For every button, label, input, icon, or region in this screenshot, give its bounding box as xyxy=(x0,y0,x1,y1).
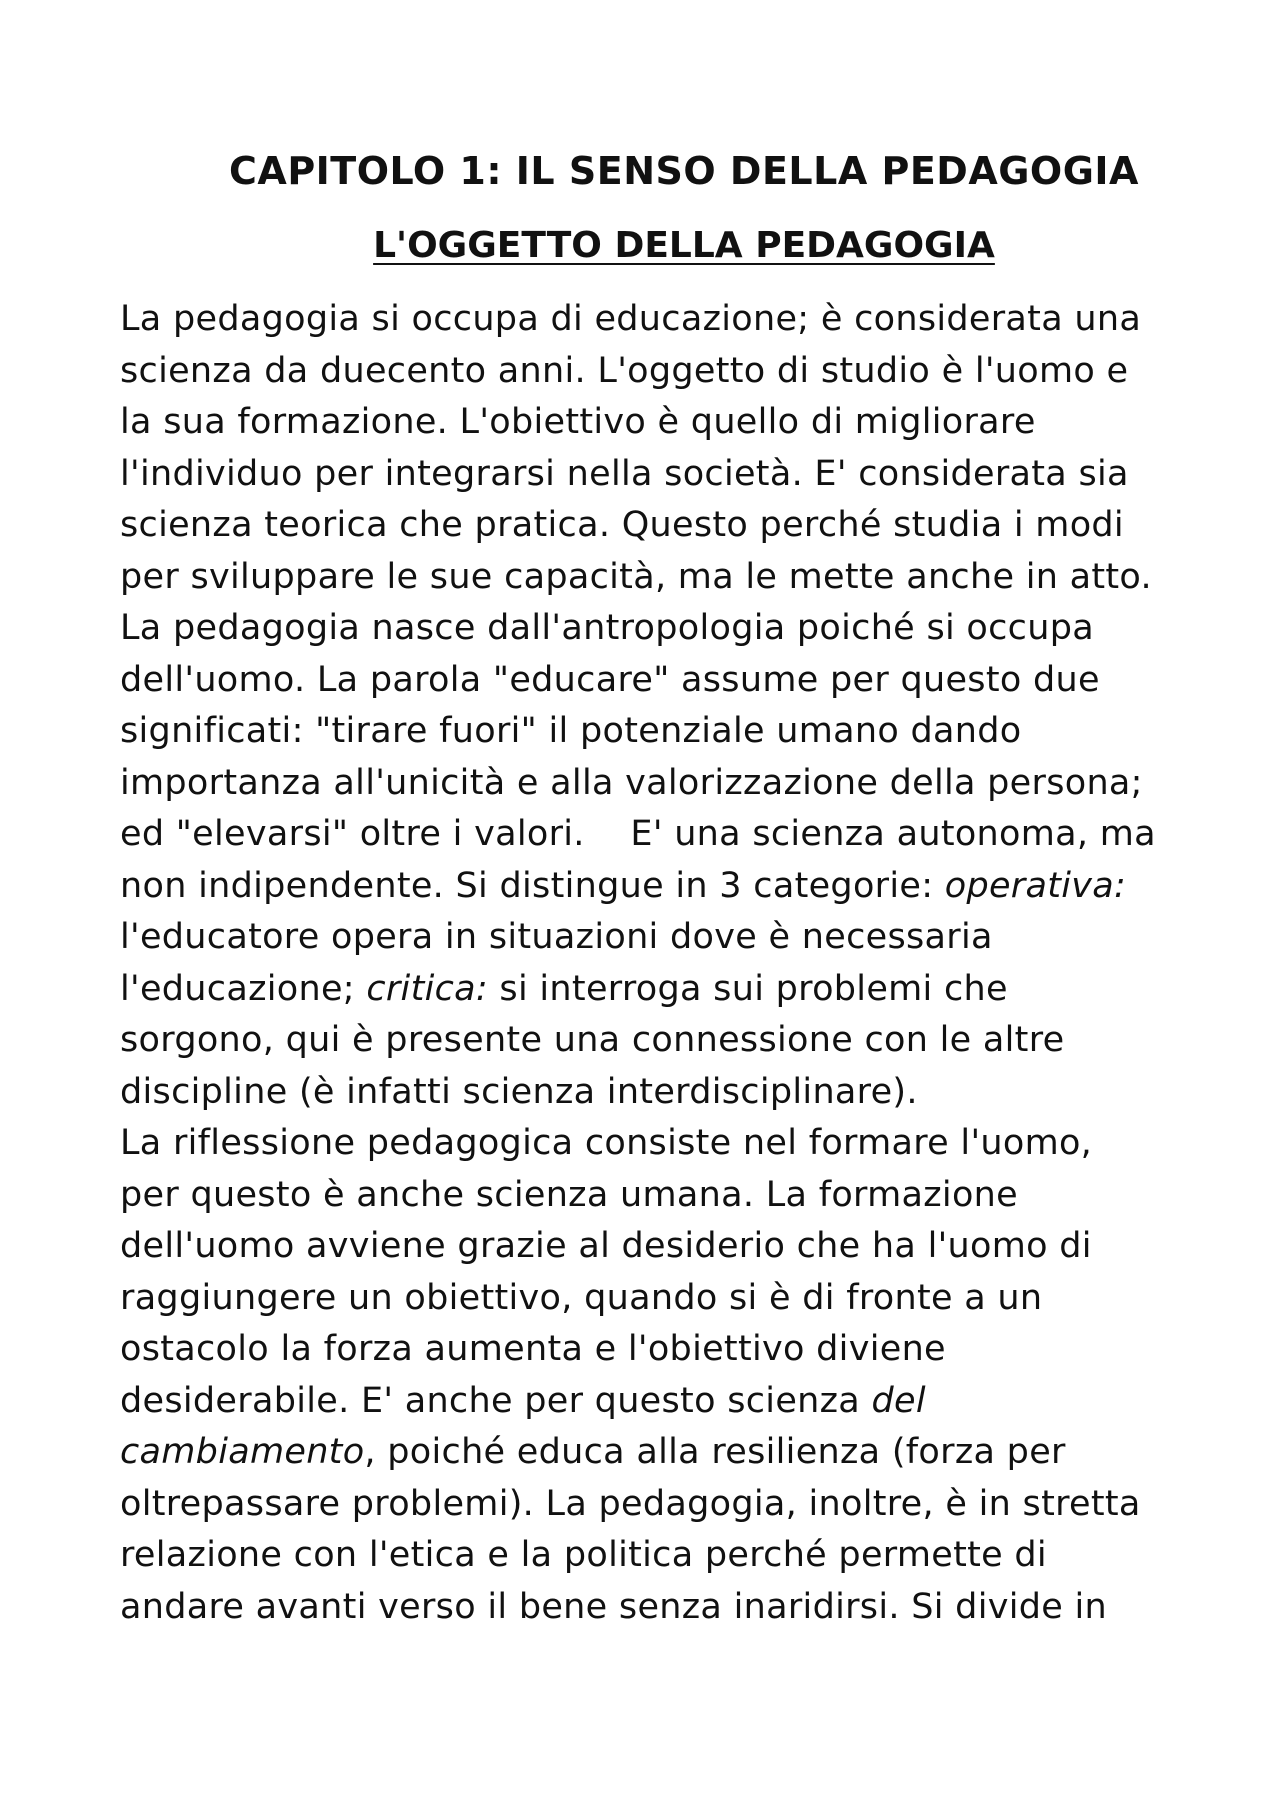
text-line: ed "elevarsi" oltre i valori. E' una scienza autonoma, ma xyxy=(120,814,1156,854)
text-line: l'educatore opera in situazioni dove è necessaria xyxy=(120,917,993,957)
section-title: L'OGGETTO DELLA PEDAGOGIA xyxy=(373,225,995,266)
text-line: scienza teorica che pratica. Questo perché studia i modi xyxy=(120,505,1124,545)
italic-term-operativa: operativa: xyxy=(944,865,1127,906)
text-line: La pedagogia nasce dall'antropologia poiché si occupa xyxy=(120,608,1094,648)
text-segment: non indipendente. Si distingue in 3 categorie: xyxy=(120,865,945,906)
section-title-wrapper xyxy=(0,224,1280,268)
text-line-mixed xyxy=(120,861,1240,913)
text-line: oltrepassare problemi). La pedagogia, inoltre, è in stretta xyxy=(120,1483,1141,1524)
text-line: la sua formazione. L'obiettivo è quello di migliorare xyxy=(120,402,1036,442)
text-line: sorgono, qui è presente una connessione con le altre xyxy=(120,1020,1065,1060)
text-line: discipline (è infatti scienza interdisciplinare). xyxy=(120,1071,918,1112)
italic-term-cambiamento: cambiamento xyxy=(120,1432,365,1472)
text-line: raggiungere un obiettivo, quando si è di fronte a un xyxy=(120,1277,1043,1318)
text-line: La pedagogia si occupa di educazione; è considerata una xyxy=(120,299,1142,339)
text-line: per sviluppare le sue capacità, ma le mette anche in atto. xyxy=(120,556,1152,597)
text-line-mixed xyxy=(120,1427,1240,1479)
text-line: relazione con l'etica e la politica perché permette di xyxy=(120,1535,1047,1575)
text-line: importanza all'unicità e alla valorizzazione della persona; xyxy=(120,762,1143,803)
text-line: significati: "tirare fuori" il potenziale umano dando xyxy=(120,711,1022,751)
text-line: scienza da duecento anni. L'oggetto di studio è l'uomo e xyxy=(120,350,1129,391)
text-line: dell'uomo. La parola "educare" assume per questo due xyxy=(120,659,1100,700)
text-line-mixed xyxy=(120,964,1240,1016)
chapter-title: CAPITOLO 1: IL SENSO DELLA PEDAGOGIA xyxy=(229,149,1139,193)
text-line: ostacolo la forza aumenta e l'obiettivo diviene xyxy=(120,1329,946,1369)
text-line: andare avanti verso il bene senza inaridirsi. Si divide in xyxy=(120,1586,1108,1627)
text-segment: si interroga sui problemi che xyxy=(488,968,1008,1009)
text-line: dell'uomo avviene grazie al desiderio che ha l'uomo di xyxy=(120,1226,1092,1266)
text-segment: l'educazione; xyxy=(120,968,367,1009)
text-line: La riflessione pedagogica consiste nel formare l'uomo, xyxy=(120,1123,1093,1163)
text-segment: desiderabile. E' anche per questo scienza xyxy=(120,1380,872,1421)
body-paragraph xyxy=(120,294,1240,1633)
italic-term-critica: critica: xyxy=(366,968,488,1009)
text-line: l'individuo per integrarsi nella società. E' considerata sia xyxy=(120,453,1129,494)
text-segment: , poiché educa alla resilienza (forza per xyxy=(364,1432,1066,1472)
text-line-mixed xyxy=(120,1376,1240,1428)
text-line: per questo è anche scienza umana. La formazione xyxy=(120,1174,1018,1215)
italic-term-del: del xyxy=(871,1380,926,1421)
